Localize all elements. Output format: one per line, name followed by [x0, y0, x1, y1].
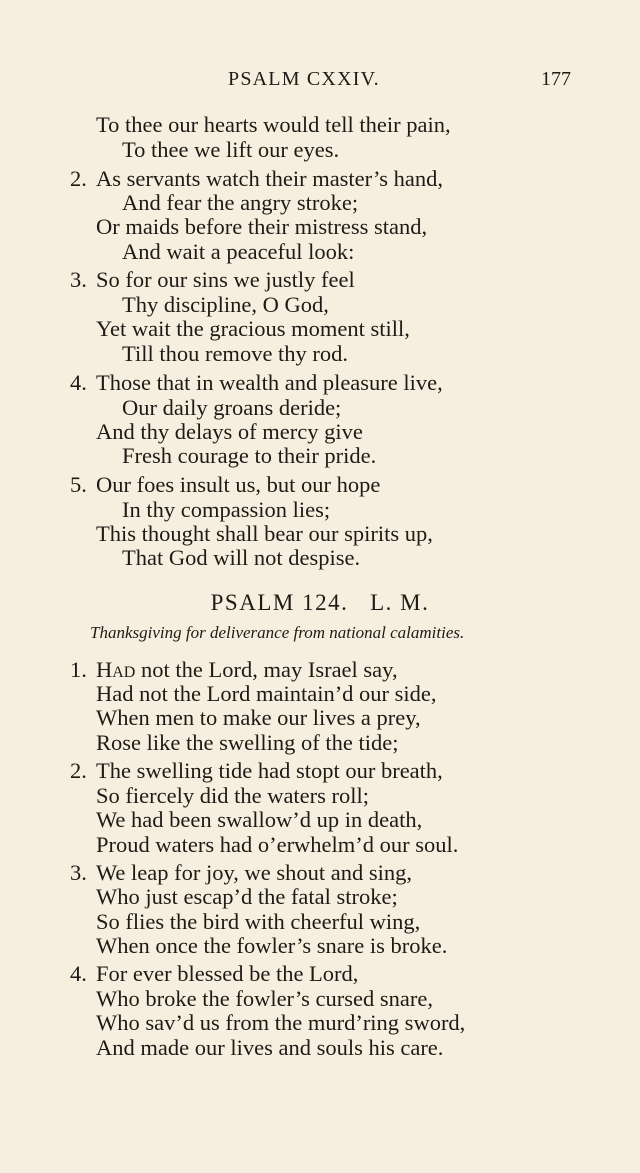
verse-line: Who sav’d us from the murd’ring sword, [96, 1010, 466, 1035]
stanza-number: 3. [70, 860, 87, 885]
verse-line: When once the fowler’s snare is broke. [96, 933, 448, 958]
stanza-number: 4. [70, 961, 87, 986]
verse-line: Thy discipline, O God, [122, 292, 329, 317]
verse-line: Or maids before their mistress stand, [96, 214, 428, 239]
stanza-number: 2. [70, 758, 87, 783]
stanza-number: 3. [70, 267, 87, 292]
verse-line: Those that in wealth and pleasure live, [96, 370, 443, 395]
verse-line: Till thou remove thy rod. [122, 341, 349, 366]
running-title: PSALM CXXIV. [228, 68, 380, 90]
verse-line-rest: not the Lord, may Israel say, [135, 657, 398, 682]
page-number: 177 [541, 68, 571, 90]
verse-line: When men to make our lives a prey, [96, 705, 421, 730]
verse-line: And wait a peaceful look: [122, 239, 355, 264]
verse-line: For ever blessed be the Lord, [96, 961, 359, 986]
verse-line: We leap for joy, we shout and sing, [96, 860, 413, 885]
psalm-subtitle: Thanksgiving for deliverance from national calamities. [90, 623, 465, 642]
stanza-number: 4. [70, 370, 87, 395]
verse-line: To thee our hearts would tell their pain, [96, 112, 451, 137]
stanza-number: 2. [70, 166, 87, 191]
verse-line: Our daily groans deride; [122, 395, 342, 420]
verse-line: And thy delays of mercy give [96, 419, 363, 444]
running-head [0, 68, 640, 98]
verse-line: Fresh courage to their pride. [122, 443, 377, 468]
verse-line: As servants watch their master’s hand, [96, 166, 443, 191]
verse-line: Who just escap’d the fatal stroke; [96, 884, 398, 909]
verse-line: So flies the bird with cheerful wing, [96, 909, 421, 934]
verse-line: So fiercely did the waters roll; [96, 783, 370, 808]
stanza-number: 5. [70, 472, 87, 497]
verse-line: In thy compassion lies; [122, 497, 331, 522]
verse-line: Our foes insult us, but our hope [96, 472, 381, 497]
verse-line: We had been swallow’d up in death, [96, 807, 423, 832]
verse-line [96, 657, 398, 682]
verse-line: To thee we lift our eyes. [122, 137, 340, 162]
verse-line: And made our lives and souls his care. [96, 1035, 444, 1060]
verse-line: And fear the angry stroke; [122, 190, 359, 215]
verse-line: Who broke the fowler’s cursed snare, [96, 986, 433, 1011]
stanza-number: 1. [70, 657, 87, 682]
drop-word: Had [96, 657, 136, 682]
verse-line: Yet wait the gracious moment still, [96, 316, 410, 341]
verse-line: This thought shall bear our spirits up, [96, 521, 433, 546]
verse-line: That God will not despise. [122, 545, 361, 570]
verse-line: Rose like the swelling of the tide; [96, 730, 399, 755]
verse-line: Had not the Lord maintain’d our side, [96, 681, 437, 706]
verse-line: The swelling tide had stopt our breath, [96, 758, 443, 783]
verse-line: Proud waters had o’erwhelm’d our soul. [96, 832, 459, 857]
psalm-heading: PSALM 124. L. M. [210, 590, 430, 615]
verse-line: So for our sins we justly feel [96, 267, 355, 292]
